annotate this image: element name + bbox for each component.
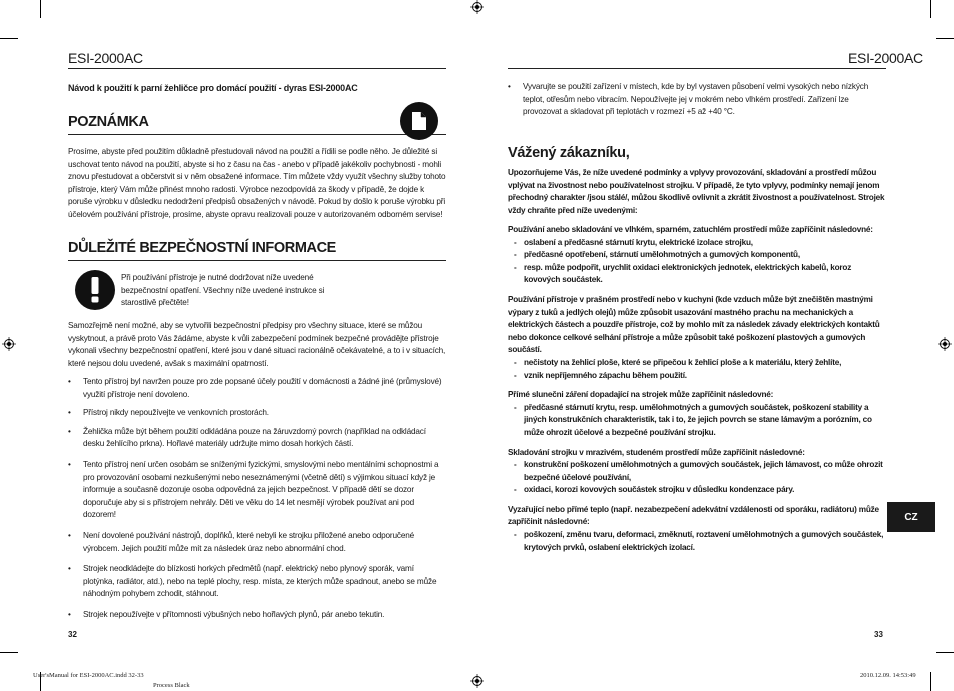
registration-mark-icon <box>470 0 484 14</box>
list-item: - konstrukční poškození umělohmotných a gumových součástek, jejich lámavost, co může ohrozit bezpečné účelové používání, <box>514 459 886 484</box>
note-rule <box>68 134 446 135</box>
crop-mark <box>936 38 954 39</box>
process-label: Process Black <box>153 682 190 689</box>
list-item: - poškození, změnu tvaru, deformaci, změknutí, roztavení umělohmotných a gumových součástek, krytových prvků, oslabení elektrických izolací. <box>514 529 886 554</box>
crop-mark <box>930 672 931 691</box>
safety-rule <box>68 260 446 261</box>
exclamation-icon <box>75 270 115 310</box>
file-info: User'sManual for ESI-2000AC.indd 32-33 <box>33 672 144 679</box>
list-item: - oslabení a předčasné stárnutí krytu, elektrické izolace strojku, <box>514 237 886 250</box>
note-paragraph: Prosíme, abyste před použitím důkladně přestudovali návod na použití a řídili se podle něho. Je důležité si uschovat tento návod na použití, abyste si ho z času na čas - anebo v případě jakékoliv pochybnosti - mohli znovu přestudovat a občerstvit si v něm obsažené informace. Tím můžete vždy využít všechny služby tohoto přístroje, který Vám může přinést mnoho radosti. Výrobce nezodpovídá za škody v případě, že dojde k poruše výrobku v důsledku nedodržení předpisů obsažených v návodě. Pokud by došlo k poruše výrobku při účelovém používání přístroje, prosíme, abyste opravu realizovali pouze v autorizovaném odborném servise! <box>68 147 446 219</box>
crop-mark <box>0 38 18 39</box>
list-item: • Tento přístroj byl navržen pouze pro zde popsané účely použití v domácnosti a žádné jiné (průmyslové) využití přístroje není dovoleno. <box>68 376 446 401</box>
customer-heading: Vážený zákazníku, <box>508 145 630 161</box>
condition-lead: Vyzařující nebo přímé teplo (např. nezabezpečení adekvátní vzdálenosti od sporáku, radiátoru) může zapříčinit následovné: <box>508 504 879 527</box>
registration-mark-icon <box>2 337 16 351</box>
condition-lead: Skladování strojku v mrazivém, studeném prostředí může zapříčinit následovné: <box>508 447 805 457</box>
crop-mark <box>936 652 954 653</box>
document-title: Návod k použití k parní žehličce pro domácí použití - dyras ESI-2000AC <box>68 83 358 93</box>
language-tab: CZ <box>887 502 935 532</box>
list-item: • Není dovolené používání nástrojů, doplňků, které nebyli ke strojku přiložené anebo odporučené výrobcem. Jejich použití může mít za následek úraz nebo abnormální chod. <box>68 530 446 555</box>
list-item: - vznik nepříjemného zápachu během použití. <box>514 370 886 383</box>
top-bullet <box>508 81 883 119</box>
intro-paragraph: Samozřejmě není možné, aby se vytvořili bezpečnostní předpisy pro všechny situace, které se můžou vyskytnout, a právě proto Vás žádáme, abyste k vůli zabezpečení podmínek bezpečné provádějte přístroje vykonali všechny bezpečnostní opatření, které jsou v dané situaci racionálně očekávatelné, a to i v situacích, které nejsou dolu uvedené, avšak s maximální opatrností. <box>68 321 446 368</box>
list-item: - oxidaci, korozi kovových součástek strojku v důsledku kondenzace páry. <box>514 484 886 497</box>
condition-lead: Používání přístroje v prašném prostředí nebo v kuchyni (kde vzduch může být znečištěn mastnými výpary z tuků a jedlých olejů) může způsobit usazování mastného prachu na mechanických a elektrických částech a pouzdře přístroje, což by mohlo mít za následek závady elektrických kontaktů nebo dokonce celkové selhání přístroje a může způsobit také poškození plastových a gumových součástí. <box>508 294 880 355</box>
crop-mark <box>930 0 931 18</box>
warning-text: Při používání přístroje je nutné dodržovat níže uvedené bezpečnostní opatření. Všechny níže uvedené instrukce si starostlivě přečtěte! <box>121 273 325 308</box>
condition-lead: Přímé slunečni záření dopadající na strojek může zapříčinit následovné: <box>508 390 774 400</box>
list-item: • Tento přístroj není určen osobám se sníženými fyzickými, smyslovými nebo mentálními schopnostmi a pro provozování osobami nezkušenými nebo neseznámenými (včetně dětí) s výjimkou situací když je informuje a současně dozoruje osoba odpovědná za jejich bezpečnost. V případě dětí se dozor doporučuje aby si s přístrojem nehrály. Děti ve věku do 14 let nesmějí výrobek používat ani pod dozorem! <box>68 459 446 522</box>
document-icon <box>400 102 438 140</box>
note-heading: POZNÁMKA <box>68 114 149 130</box>
header-rule <box>68 68 446 69</box>
customer-intro: Upozorňujeme Vás, že níže uvedené podmínky a vplyvy provozování, skladování a prostředí můžou vplývat na živostnost nebo používatelnost strojku. V případě, že tyto vplyvy, podmínky nemají jenom přechodný charakter /jsou stálé/, můžou škodlivě ovlivnit a zkrátit živostnost a používatelnost. Strojek vždy chraňte před níže uvedenými: <box>508 168 885 215</box>
page-number: 32 <box>68 630 77 639</box>
conditions-section <box>508 224 886 554</box>
list-item: • Žehlička může být během použití odkládána pouze na žáruvzdorný povrch (například na odkládací desku žehlícího prkna). Hořlavé materiály udržujte mimo dosah horkých částí. <box>68 426 446 451</box>
safety-list <box>68 376 446 622</box>
registration-mark-icon <box>938 337 952 351</box>
list-item: - předčasné stárnutí krytu, resp. umělohmotných a gumových součástek, poškození stability a jiných konstrukčních charakteristik, tak i to, že jejich povrch se stane lámavým a porózním, co může ohrozit účelové a bezpečné používání strojku. <box>514 402 886 440</box>
list-item: • Vyvarujte se použití zařízení v místech, kde by byl vystaven působení velmi vysokých nebo nízkých teplot, otřesům nebo vibracím. Nepoužívejte jej v mokrém nebo vlhkém prostředí. Zařízení lze provozovat a skladovat při teplotách v rozmezí +5 až +40 °C. <box>508 81 883 119</box>
model-label: ESI-2000AC <box>68 50 143 66</box>
list-item: - resp. může podpořit, urychlit oxidaci elektronických jednotek, elektrických kabelů, koroz kovových součástek. <box>514 262 886 287</box>
list-item: • Přístroj nikdy nepoužívejte ve venkovních prostorách. <box>68 407 446 420</box>
list-item: - předčasné opotřebení, stárnutí umělohmotných a gumových komponentů, <box>514 249 886 262</box>
page-number: 33 <box>874 630 883 639</box>
header-rule <box>508 68 886 69</box>
list-item: - nečistoty na žehlicí ploše, které se připečou k žehlicí ploše a k materiálu, který žehlíte, <box>514 357 886 370</box>
condition-lead: Používání anebo skladování ve vlhkém, sparném, zatuchlém prostředí může zapříčinit následovné: <box>508 225 873 234</box>
model-label: ESI-2000AC <box>848 50 923 66</box>
registration-mark-icon <box>470 674 484 688</box>
crop-mark <box>0 652 18 653</box>
crop-mark <box>40 0 41 18</box>
timestamp: 2010.12.09. 14:53:49 <box>860 672 916 679</box>
safety-heading: DŮLEŽITÉ BEZPEČNOSTNÍ INFORMACE <box>68 240 336 256</box>
list-item: • Strojek neodkládejte do blízkosti horkých předmětů (např. elektrický nebo plynový sporák, vamí plotýnka, radiátor, atd.), nebo na teplé plochy, resp. místa, ze kterých může spadnout, anebo se může náhodným pohybem zchodit, stáhnout. <box>68 563 446 601</box>
list-item: • Strojek nepoužívejte v přítomnosti výbušných nebo hořlavých plynů, pár anebo tekutin. <box>68 609 446 622</box>
